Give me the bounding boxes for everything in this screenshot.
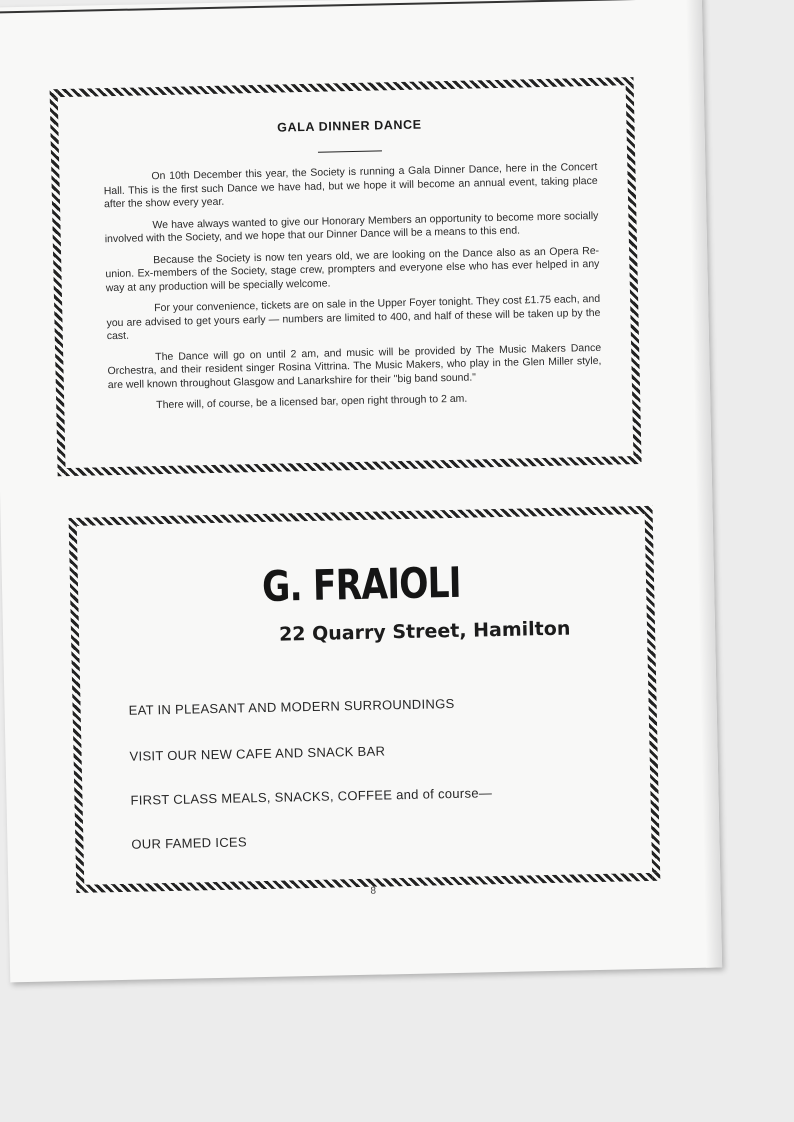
page-spine-shadow (686, 0, 722, 968)
article-box (50, 77, 642, 476)
article-paragraph: For your convenience, tickets are on sale in the Upper Foyer tonight. They cost £1.75 each, and you are advised to get yours early — numbers are limited to 400, and half of these will be taken up by the cast. (106, 292, 601, 343)
advert-line: EAT IN PLEASANT AND MODERN SURROUNDINGS (128, 695, 455, 718)
article-paragraph: On 10th December this year, the Society is running a Gala Dinner Dance, here in the Concert Hall. This is the first such Dance we have had, but we hope it will become an annual event, taking place after the show every year. (103, 160, 598, 211)
advert-address: 22 Quarry Street, Hamilton (278, 617, 571, 646)
article-paragraph: We have always wanted to give our Honorary Members an opportunity to become more socially involved with the Society, and we hope that our Dinner Dance will be a means to this end. (104, 209, 599, 246)
article-paragraph: There will, of course, be a licensed bar, open right through to 2 am. (156, 392, 468, 412)
advert-line: VISIT OUR NEW CAFE AND SNACK BAR (129, 743, 386, 764)
advert-box (69, 506, 661, 893)
title-rule (318, 150, 382, 152)
page-number: 8 (370, 885, 377, 897)
advert-brand-name: G. FRAIOLI (261, 557, 462, 611)
top-edge-line (0, 0, 702, 14)
advert-line: FIRST CLASS MEALS, SNACKS, COFFEE and of course— (130, 785, 493, 808)
article-title: GALA DINNER DANCE (277, 117, 422, 135)
article-paragraph: Because the Society is now ten years old, we are looking on the Dance also as an Opera Re-union. Ex-members of the Society, stage crew, prompters and everyone else who has ever helped in any way at any production will be specially welcome. (105, 244, 600, 294)
article-paragraph: The Dance will go on until 2 am, and music will be provided by The Music Makers Dance Orchestra, and their resident singer Rosina Vittrina. The Music Makers, who play in the Glen Miller style, are well known throughout Glasgow and Lanarkshire for their "big band sound." (107, 341, 602, 391)
advert-line: OUR FAMED ICES (131, 834, 248, 852)
